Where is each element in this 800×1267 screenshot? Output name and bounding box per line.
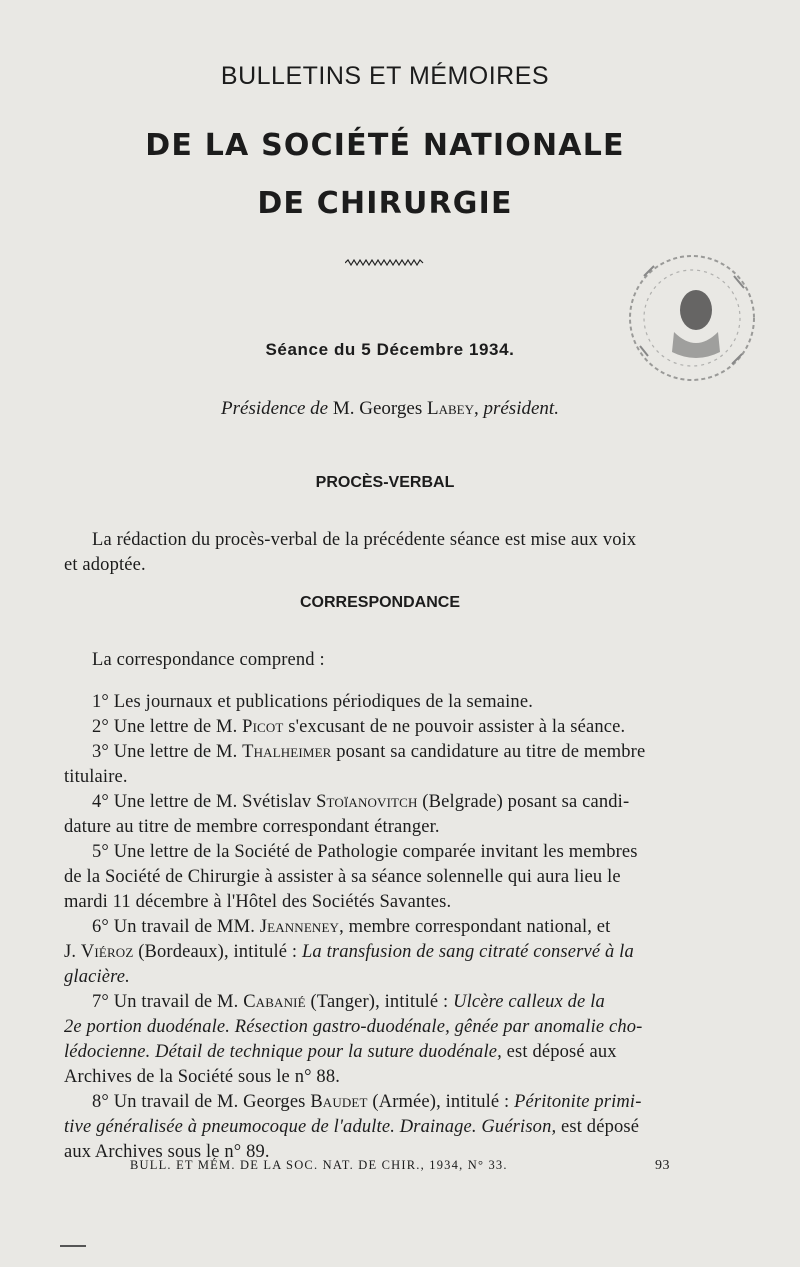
item4-pre: 4° Une lettre de M. Svétislav	[92, 792, 312, 812]
item6-l2b: (Bordeaux), intitulé :	[138, 942, 298, 962]
proces-verbal-line1: La rédaction du procès-verbal de la précédente séance est mise aux voix	[92, 530, 637, 550]
list-item-4	[64, 790, 736, 815]
proces-verbal-line2: et adoptée.	[64, 555, 146, 575]
item6-line3: glacière.	[64, 967, 130, 987]
item5-line2: de la Société de Chirurgie à assister à sa séance solennelle qui aura lieu le	[64, 867, 621, 887]
item6-post1: , membre correspondant national, et	[339, 917, 611, 937]
item7-italic1: Ulcère calleux de la	[453, 992, 605, 1012]
list-item-8	[64, 1090, 736, 1115]
journal-title-line1: BULLETINS ET MÉMOIRES	[220, 62, 550, 90]
item8-line3: aux Archives sous le n° 89.	[64, 1142, 270, 1162]
footer-citation: BULL. ET MÉM. DE LA SOC. NAT. DE CHIR., 1934, N° 33.	[130, 1158, 508, 1172]
item3-line2: titulaire.	[64, 767, 128, 787]
item2-pre: 2° Une lettre de M.	[92, 717, 238, 737]
item7-name: Cabanié	[243, 992, 306, 1012]
list-item-7	[64, 990, 736, 1015]
list-item-1	[64, 690, 736, 715]
item7-line3a: lédocienne. Détail de technique pour la suture duodénale,	[64, 1042, 502, 1062]
page-number: 93	[655, 1158, 670, 1173]
list-item-3	[64, 740, 736, 765]
item8-italic1: Péritonite primi-	[514, 1092, 642, 1112]
item7-line2: 2e portion duodénale. Résection gastro-duodénale, gênée par anomalie cho-	[64, 1017, 643, 1037]
item8-line2b: est déposé	[561, 1117, 640, 1137]
list-item-5	[64, 840, 736, 865]
list-item-6	[64, 915, 736, 940]
library-stamp-icon	[614, 236, 764, 406]
item3-pre: 3° Une lettre de M.	[92, 742, 238, 762]
item4-line2: dature au titre de membre correspondant étranger.	[64, 817, 440, 837]
item8-line2a: tive généralisée à pneumocoque de l'adulte. Drainage. Guérison,	[64, 1117, 557, 1137]
journal-title-line2: DE LA SOCIÉTÉ NATIONALE	[145, 128, 625, 163]
item8-post: (Armée), intitulé :	[372, 1092, 510, 1112]
item5-line3: mardi 11 décembre à l'Hôtel des Sociétés Savantes.	[64, 892, 452, 912]
item6-l2a: J.	[64, 942, 77, 962]
item4-name: Stoïanovitch	[316, 792, 418, 812]
president-name: Labey	[426, 398, 474, 419]
seance-date: Séance du 5 Décembre 1934.	[265, 340, 515, 359]
item8-pre: 8° Un travail de M. Georges	[92, 1092, 306, 1112]
list-item-2	[64, 715, 736, 740]
item2-name: Picot	[242, 717, 284, 737]
presidence-line: Présidence de M. Georges Labey, président.	[221, 398, 559, 419]
item6-pre: 6° Un travail de MM.	[92, 917, 255, 937]
item3-name: Thalheimer	[242, 742, 332, 762]
correspondance-list	[64, 690, 736, 1165]
proces-verbal-heading: PROCÈS-VERBAL	[315, 474, 455, 491]
item1-text: 1° Les journaux et publications périodiques de la semaine.	[92, 692, 533, 712]
item8-name: Baudet	[310, 1092, 368, 1112]
item3-post: posant sa candidature au titre de membre	[336, 742, 646, 762]
correspondance-intro	[64, 648, 736, 673]
item2-post: s'excusant de ne pouvoir assister à la séance.	[288, 717, 626, 737]
item6-name2: Viéroz	[80, 942, 134, 962]
item7-post: (Tanger), intitulé :	[310, 992, 449, 1012]
journal-title-line3: DE CHIRURGIE	[257, 186, 513, 221]
item4-post: (Belgrade) posant sa candi-	[422, 792, 630, 812]
presidence-prefix: Présidence de	[221, 398, 329, 419]
presidence-m: M. Georges	[332, 398, 423, 419]
item5-line1: 5° Une lettre de la Société de Pathologie comparée invitant les membres	[92, 842, 638, 862]
item7-line3b: est déposé aux	[506, 1042, 617, 1062]
proces-verbal-paragraph	[64, 528, 736, 578]
item6-name1: Jeanneney	[259, 917, 340, 937]
correspondance-heading: CORRESPONDANCE	[299, 594, 460, 611]
presidence-suffix: président.	[483, 398, 559, 419]
item7-pre: 7° Un travail de M.	[92, 992, 239, 1012]
correspondance-intro-text: La correspondance comprend :	[92, 650, 325, 670]
footer-mark	[60, 1245, 86, 1247]
item6-l2c: La transfusion de sang citraté conservé à la	[301, 942, 634, 962]
page-footer	[130, 1158, 670, 1174]
ornament-divider-icon	[345, 258, 425, 268]
item7-line4: Archives de la Société sous le n° 88.	[64, 1067, 340, 1087]
